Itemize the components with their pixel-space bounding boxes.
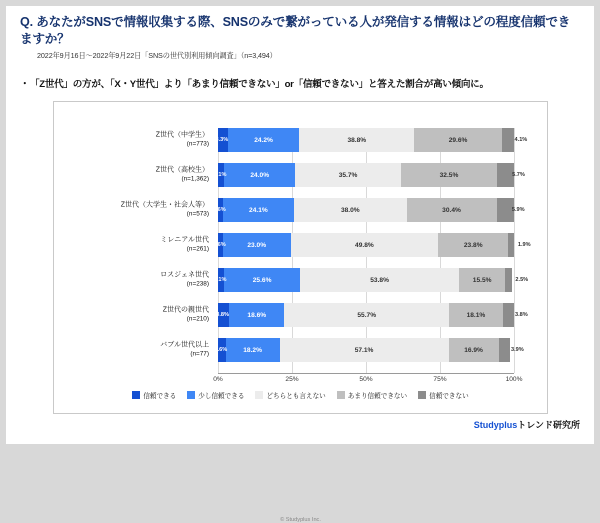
bar-segment (505, 268, 529, 292)
bar-segment-label: 2.1% (213, 277, 227, 283)
row-label: バブル世代以上 (n=77) (160, 341, 209, 358)
legend-label: あまり信頼できない (347, 393, 408, 400)
legend-item (187, 390, 244, 400)
bar-segment-label: 3.8% (216, 312, 229, 318)
legend-label: 信頼できる (143, 393, 177, 400)
axis-tick-label: 0% (213, 376, 223, 383)
bar-segment-label: 2.6% (214, 347, 228, 353)
chart-row (162, 303, 528, 327)
stacked-bar-plot (120, 128, 531, 373)
stacked-bar (214, 338, 524, 362)
stacked-bar (215, 128, 528, 152)
bar-segment (223, 198, 294, 222)
stacked-bar (216, 303, 528, 327)
bar-segment (497, 198, 525, 222)
bar-segment-label: 1.9% (517, 242, 531, 248)
bar-segment-label: 24.0% (250, 171, 270, 179)
bar-segment (224, 268, 300, 292)
bar-segment-label: 18.1% (466, 311, 486, 319)
bar-segment-label: 24.1% (249, 206, 268, 214)
stacked-bar (213, 233, 531, 257)
row-label: ロスジェネ世代 (n=238) (160, 271, 209, 288)
bar-segment-label: 38.0% (340, 206, 360, 214)
axis-tick-label: 100% (505, 376, 523, 383)
axis-tick-label: 50% (359, 376, 373, 383)
chart-row (155, 128, 528, 152)
stacked-bar (213, 198, 525, 222)
bar-segment (499, 338, 524, 362)
legend-swatch (337, 391, 345, 399)
bar-segment-label: 32.5% (439, 171, 459, 179)
bar-segment-label: 1.6% (213, 207, 226, 213)
bar-segment-label: 18.6% (247, 311, 267, 319)
bar-segment (291, 233, 438, 257)
brand-suffix: トレンド研究所 (517, 420, 580, 430)
bar-segment (407, 198, 497, 222)
bar-segment (449, 303, 503, 327)
bullet-text: 「Z世代」の方が、「X・Y世代」より「あまり信頼できない」or「信頼できない」と答えた割合が高い傾向に。 (30, 79, 489, 90)
bar-segment-label: 1.6% (213, 242, 226, 248)
slide-canvas (6, 6, 594, 523)
bar-segment (414, 128, 502, 152)
survey-subtitle: 2022年9月16日～2022年9月22日「SNSの世代別利用傾向調査」（n=3,494） (37, 51, 277, 60)
brand-logo (474, 418, 580, 431)
bar-segment (226, 338, 280, 362)
legend-swatch (255, 391, 263, 399)
legend-swatch (418, 391, 426, 399)
bar-segment-label: 3.8% (514, 312, 528, 318)
legend-label: どちらとも言えない (266, 393, 326, 400)
bar-segment-label: 18.2% (243, 346, 262, 354)
bar-segment (299, 128, 414, 152)
bar-segment (229, 303, 284, 327)
bar-segment-label: 55.7% (357, 311, 377, 319)
bar-segment-label: 3.3% (215, 137, 229, 143)
bar-segment-label: 3.9% (510, 347, 524, 353)
chart-row (160, 268, 529, 292)
row-label: Z世代（中学生） (n=773) (155, 131, 209, 148)
bar-segment-label: 23.0% (247, 241, 267, 249)
bar-segment (459, 268, 505, 292)
bullet-dot: ・ (20, 79, 30, 90)
bar-segment (508, 233, 531, 257)
bar-segment-label: 30.4% (442, 206, 461, 214)
axis-tick-label: 75% (433, 376, 447, 383)
stacked-bar (213, 163, 525, 187)
row-label: Z世代（大学生・社会人等） (n=573) (120, 201, 209, 218)
row-label: Z世代の親世代 (n=210) (162, 306, 209, 323)
bar-segment-label: 49.8% (355, 241, 374, 249)
legend-label: 信頼できない (429, 393, 469, 400)
bar-segment-label: 53.8% (370, 276, 389, 284)
row-label: Z世代（高校生） (n=1,362) (155, 166, 209, 183)
bar-segment (284, 303, 449, 327)
bar-segment (295, 163, 401, 187)
bar-segment (503, 303, 528, 327)
chart-row (120, 198, 525, 222)
chart-row (155, 163, 525, 187)
bar-segment-label: 16.9% (464, 346, 483, 354)
chart-row (160, 233, 531, 257)
legend-item (337, 390, 407, 400)
bar-segment (223, 233, 291, 257)
bar-segment-label: 2.5% (515, 277, 529, 283)
legend-item (255, 390, 325, 400)
bar-segment (438, 233, 508, 257)
bar-segment (224, 163, 295, 187)
brand-name: Studyplus (473, 420, 518, 430)
page-title: Q. あなたがSNSで情報収集する際、SNSのみで繋がっている人が発信する情報はどの程度信頼できますか？ (20, 15, 571, 46)
bar-segment-label: 24.2% (254, 136, 273, 144)
copyright-text: © Studyplus Inc. (280, 517, 321, 523)
bar-segment (300, 268, 459, 292)
bar-segment-label: 23.8% (463, 241, 483, 249)
chart-container (53, 101, 548, 523)
legend-swatch (132, 391, 140, 399)
bar-segment-label: 35.7% (338, 171, 358, 179)
x-axis-ticks (213, 373, 523, 387)
bar-segment-label: 5.7% (512, 172, 525, 178)
bar-segment (497, 163, 525, 187)
chart-legend (54, 390, 547, 400)
bar-segment-label: 29.6% (448, 136, 468, 144)
gridline (514, 128, 515, 373)
bar-segment-label: 15.5% (472, 276, 492, 284)
bar-segment (401, 163, 497, 187)
legend-item (132, 390, 176, 400)
key-finding-bullet (20, 76, 586, 90)
bar-segment (294, 198, 406, 222)
bar-segment-label: 4.1% (514, 137, 528, 143)
bar-segment (228, 128, 300, 152)
legend-swatch (187, 391, 195, 399)
bar-segment (215, 128, 229, 152)
bar-segment-label: 57.1% (354, 346, 374, 354)
bar-segment-label: 25.6% (252, 276, 272, 284)
row-label: ミレニアル世代 (n=261) (160, 236, 209, 253)
bar-segment (280, 338, 449, 362)
bar-segment (449, 338, 499, 362)
bar-segment-label: 38.8% (347, 136, 367, 144)
legend-label: 少し信頼できる (198, 393, 245, 400)
bar-segment (502, 128, 528, 152)
stacked-bar (213, 268, 529, 292)
bar-segment-label: 2.1% (213, 172, 227, 178)
legend-item (418, 390, 469, 400)
bar-segment (214, 338, 228, 362)
axis-tick-label: 25% (285, 376, 299, 383)
bar-segment (218, 303, 229, 327)
bar-segment-label: 5.9% (511, 207, 525, 213)
chart-row (160, 338, 524, 362)
